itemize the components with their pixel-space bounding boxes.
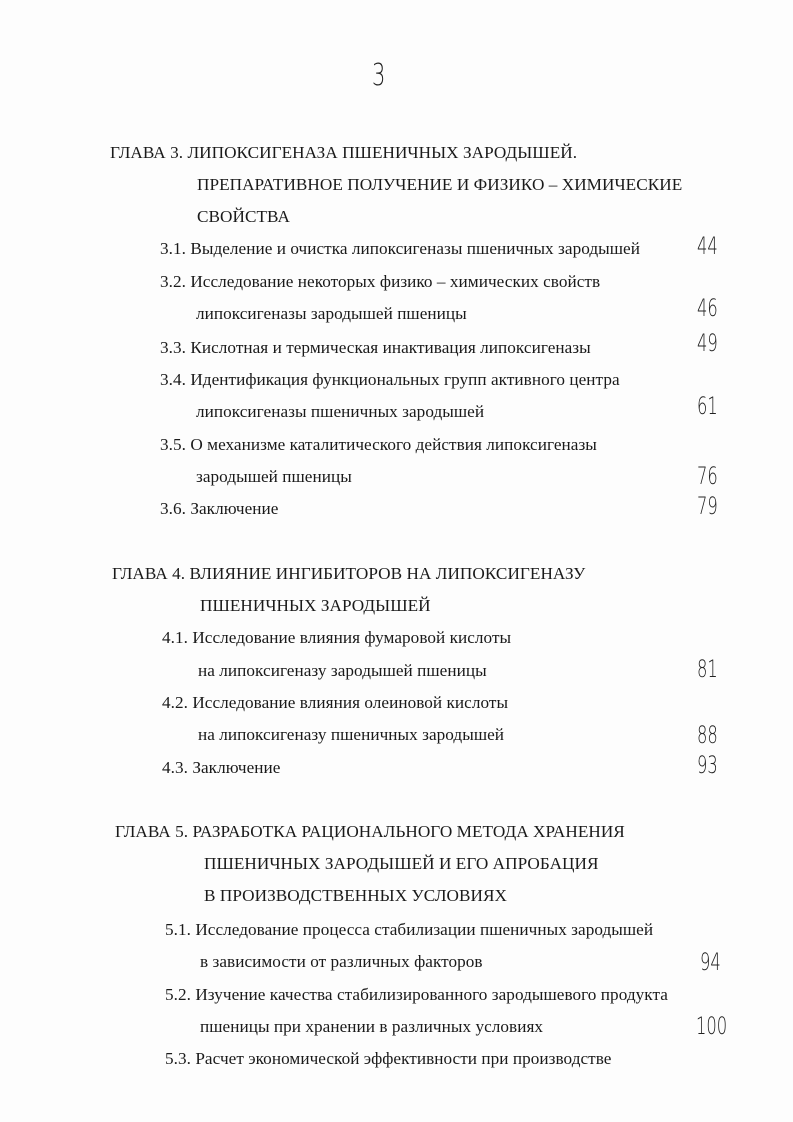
section-5-1-line-2: в зависимости от различных факторов xyxy=(200,952,483,971)
section-5-1-line-1: 5.1. Исследование процесса стабилизации пшеничных зародышей xyxy=(165,920,654,939)
section-3-5-page: 76 xyxy=(697,462,718,490)
section-3-3-line-1: 3.3. Кислотная и термическая инактивация липоксигеназы xyxy=(160,338,591,357)
section-3-4-page: 61 xyxy=(697,392,718,420)
section-5-2-page: 100 xyxy=(696,1012,728,1040)
section-3-4-line-1: 3.4. Идентификация функциональных групп активного центра xyxy=(160,370,620,389)
page-number: 3 xyxy=(372,58,386,93)
section-4-1-line-2: на липоксигеназу зародышей пшеницы xyxy=(198,661,487,680)
chapter-4-heading-line-2: ПШЕНИЧНЫХ ЗАРОДЫШЕЙ xyxy=(200,596,431,615)
section-3-4-line-2: липоксигеназы пшеничных зародышей xyxy=(196,402,485,421)
section-3-2-line-1: 3.2. Исследование некоторых физико – химических свойств xyxy=(160,272,601,291)
chapter-5-heading-line-2: ПШЕНИЧНЫХ ЗАРОДЫШЕЙ И ЕГО АПРОБАЦИЯ xyxy=(204,854,599,873)
section-4-2-line-1: 4.2. Исследование влияния олеиновой кислоты xyxy=(162,693,509,712)
section-3-2-line-2: липоксигеназы зародышей пшеницы xyxy=(196,304,467,323)
section-3-1-page: 44 xyxy=(697,232,718,260)
section-4-3-line-1: 4.3. Заключение xyxy=(162,758,281,777)
section-4-1-line-1: 4.1. Исследование влияния фумаровой кислоты xyxy=(162,628,512,647)
section-5-3-line-1: 5.3. Расчет экономической эффективности при производстве xyxy=(165,1049,612,1068)
chapter-3-heading-line-3: СВОЙСТВА xyxy=(197,207,290,226)
section-3-6-line-1: 3.6. Заключение xyxy=(160,499,279,518)
chapter-3-heading-line-2: ПРЕПАРАТИВНОЕ ПОЛУЧЕНИЕ И ФИЗИКО – ХИМИЧЕСКИЕ xyxy=(197,175,683,194)
section-4-1-page: 81 xyxy=(697,655,718,683)
section-3-3-page: 49 xyxy=(697,329,718,357)
section-4-2-line-2: на липоксигеназу пшеничных зародышей xyxy=(198,725,505,744)
section-3-5-line-1: 3.5. О механизме каталитического действия липоксигеназы xyxy=(160,435,597,454)
chapter-5-heading-line-1: ГЛАВА 5. РАЗРАБОТКА РАЦИОНАЛЬНОГО МЕТОДА ХРАНЕНИЯ xyxy=(115,822,625,841)
section-3-2-page: 46 xyxy=(697,294,718,322)
chapter-3-heading-line-1: ГЛАВА 3. ЛИПОКСИГЕНАЗА ПШЕНИЧНЫХ ЗАРОДЫШЕЙ. xyxy=(110,143,578,162)
section-3-5-line-2: зародышей пшеницы xyxy=(196,467,352,486)
section-3-1-line-1: 3.1. Выделение и очистка липоксигеназы пшеничных зародышей xyxy=(160,239,640,258)
section-5-2-line-2: пшеницы при хранении в различных условиях xyxy=(200,1017,544,1036)
section-5-1-page: 94 xyxy=(700,948,721,976)
section-4-3-page: 93 xyxy=(697,751,718,779)
section-3-6-page: 79 xyxy=(697,492,718,520)
section-4-2-page: 88 xyxy=(697,721,718,749)
chapter-4-heading-line-1: ГЛАВА 4. ВЛИЯНИЕ ИНГИБИТОРОВ НА ЛИПОКСИГЕНАЗУ xyxy=(112,564,586,583)
section-5-2-line-1: 5.2. Изучение качества стабилизированного зародышевого продукта xyxy=(165,985,668,1004)
chapter-5-heading-line-3: В ПРОИЗВОДСТВЕННЫХ УСЛОВИЯХ xyxy=(204,886,507,905)
